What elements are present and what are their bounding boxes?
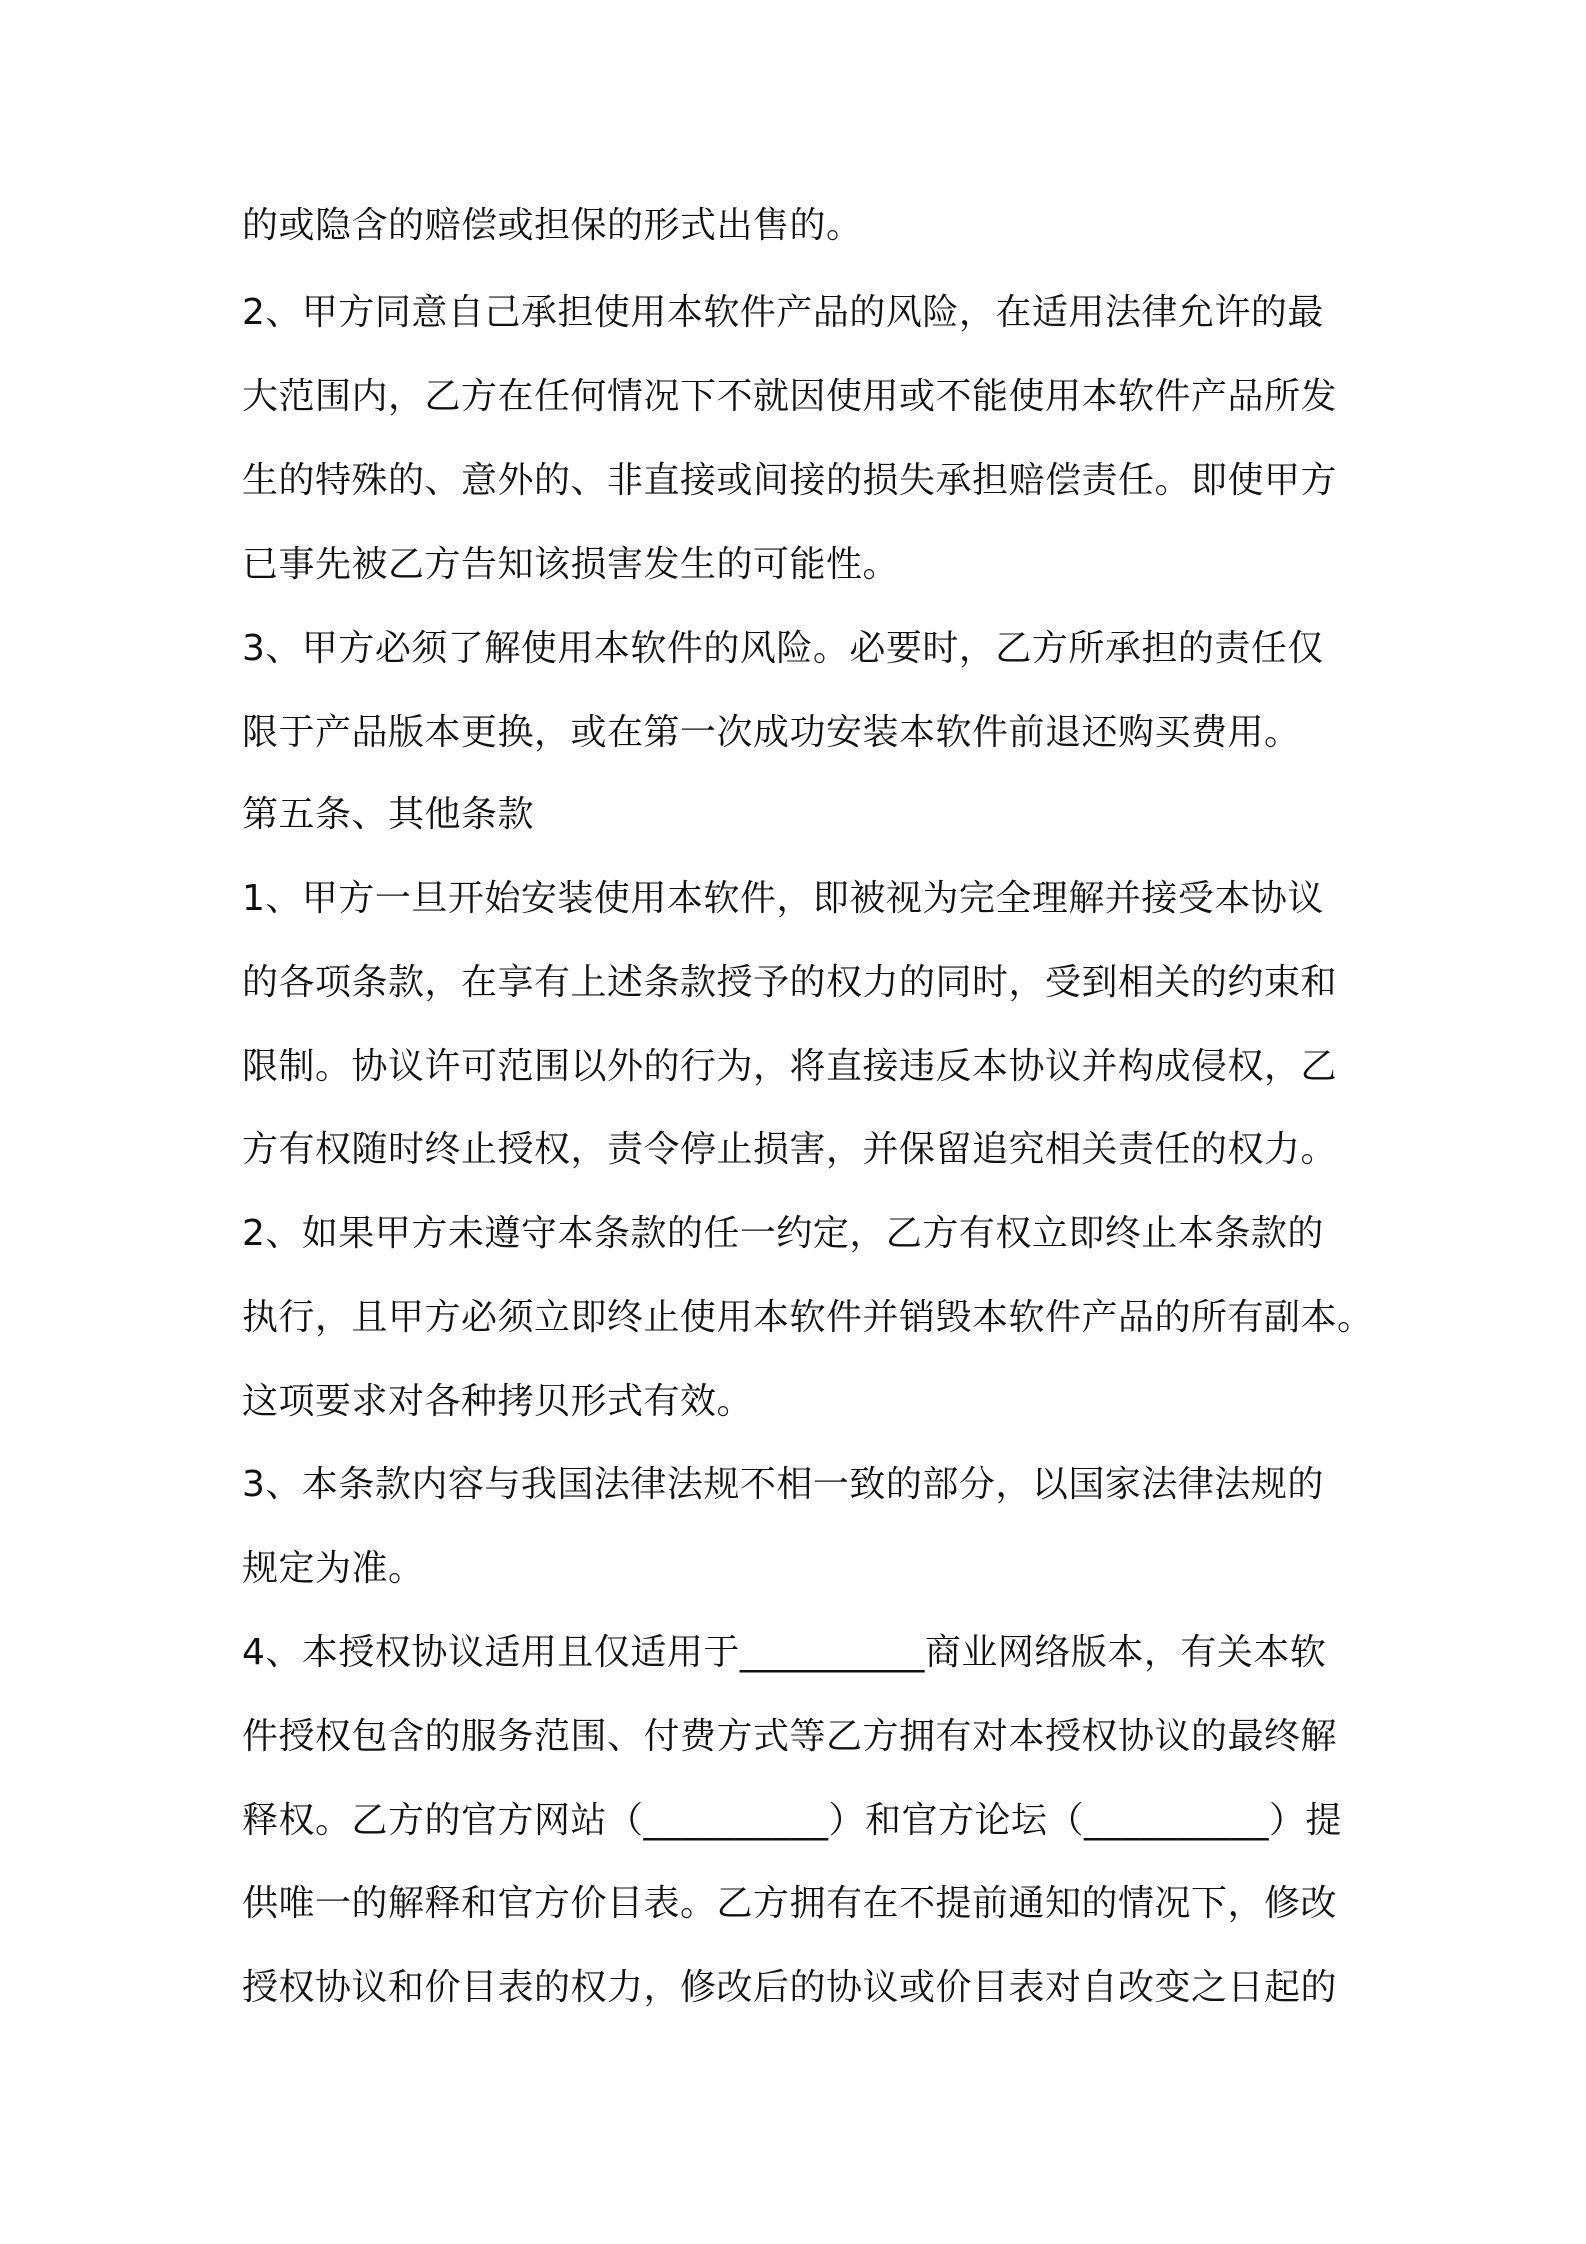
text-line: 1、甲方一旦开始安装使用本软件，即被视为完全理解并接受本协议 (242, 878, 1324, 919)
text-line: 限制。协议许可范围以外的行为，将直接违反本协议并构成侵权，乙 (242, 1046, 1338, 1087)
text-line: 已事先被乙方告知该损害发生的可能性。 (242, 544, 900, 585)
section-heading: 第五条、其他条款 (242, 794, 535, 835)
text-line: 3、甲方必须了解使用本软件的风险。必要时，乙方所承担的责任仅 (242, 628, 1324, 669)
text-line: 3、本条款内容与我国法律法规不相一致的部分，以国家法律法规的 (242, 1464, 1324, 1505)
text-line: 件授权包含的服务范围、付费方式等乙方拥有对本授权协议的最终解 (242, 1716, 1338, 1757)
text-line: 供唯一的解释和官方价目表。乙方拥有在不提前通知的情况下，修改 (242, 1883, 1338, 1924)
text-line: 限于产品版本更换，或在第一次成功安装本软件前退还购买费用。 (242, 712, 1301, 753)
text-line: 执行，且甲方必须立即终止使用本软件并销毁本软件产品的所有副本。 (242, 1297, 1374, 1338)
text-line: 授权协议和价目表的权力，修改后的协议或价目表对自改变之日起的 (242, 1967, 1338, 2008)
text-line: 这项要求对各种拷贝形式有效。 (242, 1381, 754, 1422)
text-line: 生的特殊的、意外的、非直接或间接的损失承担赔偿责任。即使甲方 (242, 460, 1338, 501)
text-line: 4、本授权协议适用且仅适用于__________商业网络版本，有关本软 (242, 1632, 1327, 1673)
text-line: 2、如果甲方未遵守本条款的任一约定，乙方有权立即终止本条款的 (242, 1213, 1324, 1254)
text-line: 方有权随时终止授权，责令停止损害，并保留追究相关责任的权力。 (242, 1129, 1338, 1170)
text-line: 释权。乙方的官方网站（__________）和官方论坛（__________）提 (242, 1800, 1343, 1841)
text-line: 大范围内，乙方在任何情况下不就因使用或不能使用本软件产品所发 (242, 376, 1338, 417)
text-line: 规定为准。 (242, 1548, 425, 1589)
text-line: 2、甲方同意自己承担使用本软件产品的风险，在适用法律允许的最 (242, 292, 1324, 333)
text-line: 的或隐含的赔偿或担保的形式出售的。 (242, 205, 863, 246)
text-line: 的各项条款，在享有上述条款授予的权力的同时，受到相关的约束和 (242, 962, 1338, 1003)
